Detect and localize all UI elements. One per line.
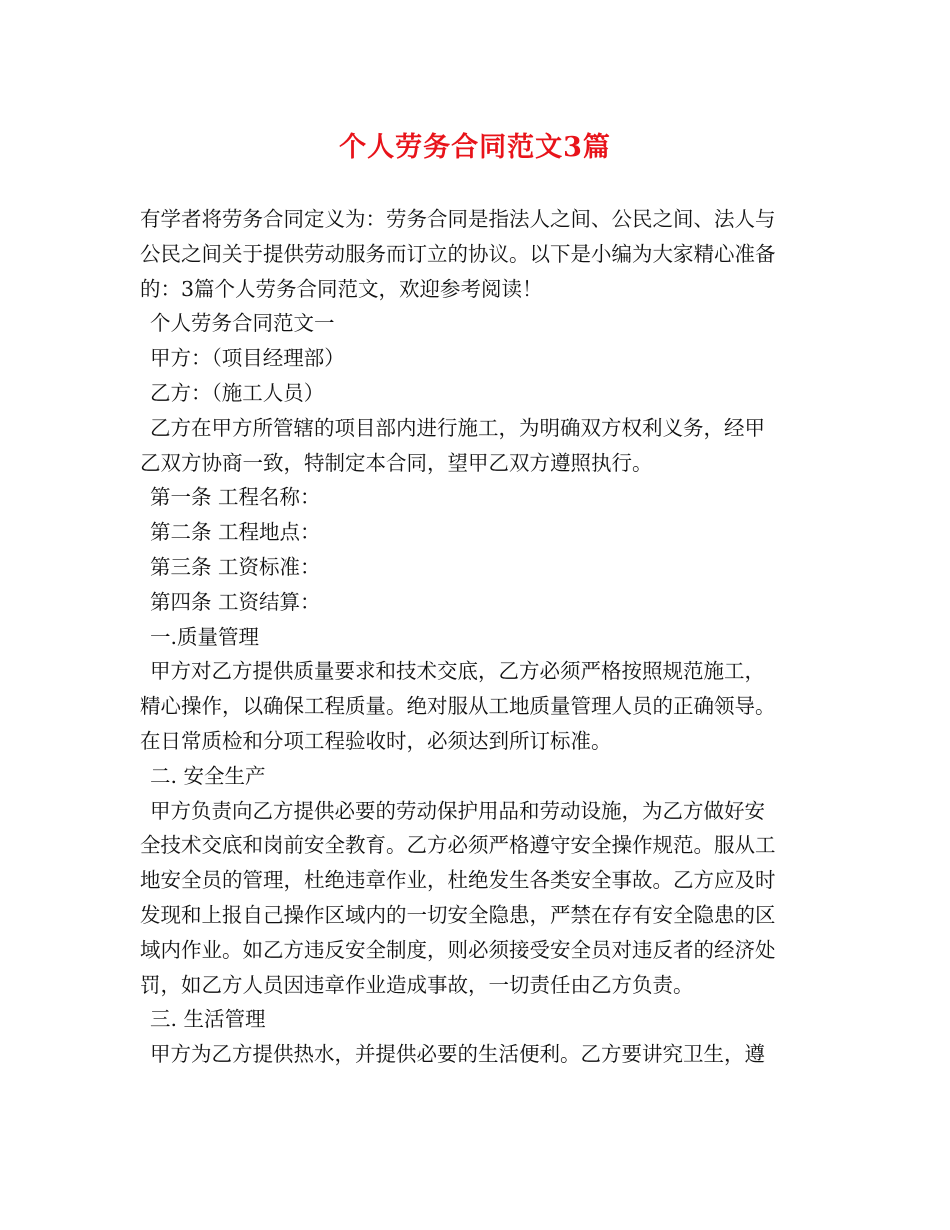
text-line: 在日常质检和分项工程验收时，必须达到所订标准。 <box>140 728 612 753</box>
text-line: 第二条 工程地点： <box>150 520 321 545</box>
text-line: 第三条 工资标准： <box>150 554 321 579</box>
text-line: 的：3篇个人劳务合同范文，欢迎参考阅读！ <box>140 276 543 301</box>
text-line: 发现和上报自己操作区域内的一切安全隐患，严禁在存有安全隐患的区 <box>140 902 776 927</box>
text-line: 公民之间关于提供劳动服务而订立的协议。以下是小编为大家精心准备 <box>140 241 776 266</box>
text-line: 有学者将劳务合同定义为：劳务合同是指法人之间、公民之间、法人与 <box>140 207 776 231</box>
text-line: 甲方负责向乙方提供必要的劳动保护用品和劳动设施，为乙方做好安 <box>150 798 765 823</box>
text-line: 罚，如乙方人员因违章作业造成事故，一切责任由乙方负责。 <box>140 972 694 997</box>
text-line: 一.质量管理 <box>150 624 260 649</box>
text-line: 域内作业。如乙方违反安全制度，则必须接受安全员对违反者的经济处 <box>140 937 776 962</box>
document-body <box>140 202 820 1072</box>
text-line: 二. 安全生产 <box>150 763 266 788</box>
text-line: 乙双方协商一致，特制定本合同，望甲乙双方遵照执行。 <box>140 450 653 475</box>
text-line: 精心操作，以确保工程质量。绝对服从工地质量管理人员的正确领导。 <box>140 694 776 719</box>
text-line: 第四条 工资结算： <box>150 589 321 614</box>
text-line: 乙方：（施工人员） <box>150 380 325 405</box>
text-line: 全技术交底和岗前安全教育。乙方必须严格遵守安全操作规范。服从工 <box>140 833 776 858</box>
document-title: 个人劳务合同范文3篇 <box>339 132 611 163</box>
text-line: 甲方为乙方提供热水，并提供必要的生活便利。乙方要讲究卫生，遵 <box>150 1042 765 1067</box>
text-line: 第一条 工程名称： <box>150 485 321 510</box>
text-line: 甲方：（项目经理部） <box>150 346 345 371</box>
text-line: 地安全员的管理，杜绝违章作业，杜绝发生各类安全事故。乙方应及时 <box>140 868 776 893</box>
text-line: 甲方对乙方提供质量要求和技术交底，乙方必须严格按照规范施工， <box>150 659 765 684</box>
text-line: 三. 生活管理 <box>150 1007 266 1032</box>
text-line: 个人劳务合同范文一 <box>150 311 335 336</box>
text-line: 乙方在甲方所管辖的项目部内进行施工，为明确双方权利义务，经甲 <box>150 415 765 440</box>
